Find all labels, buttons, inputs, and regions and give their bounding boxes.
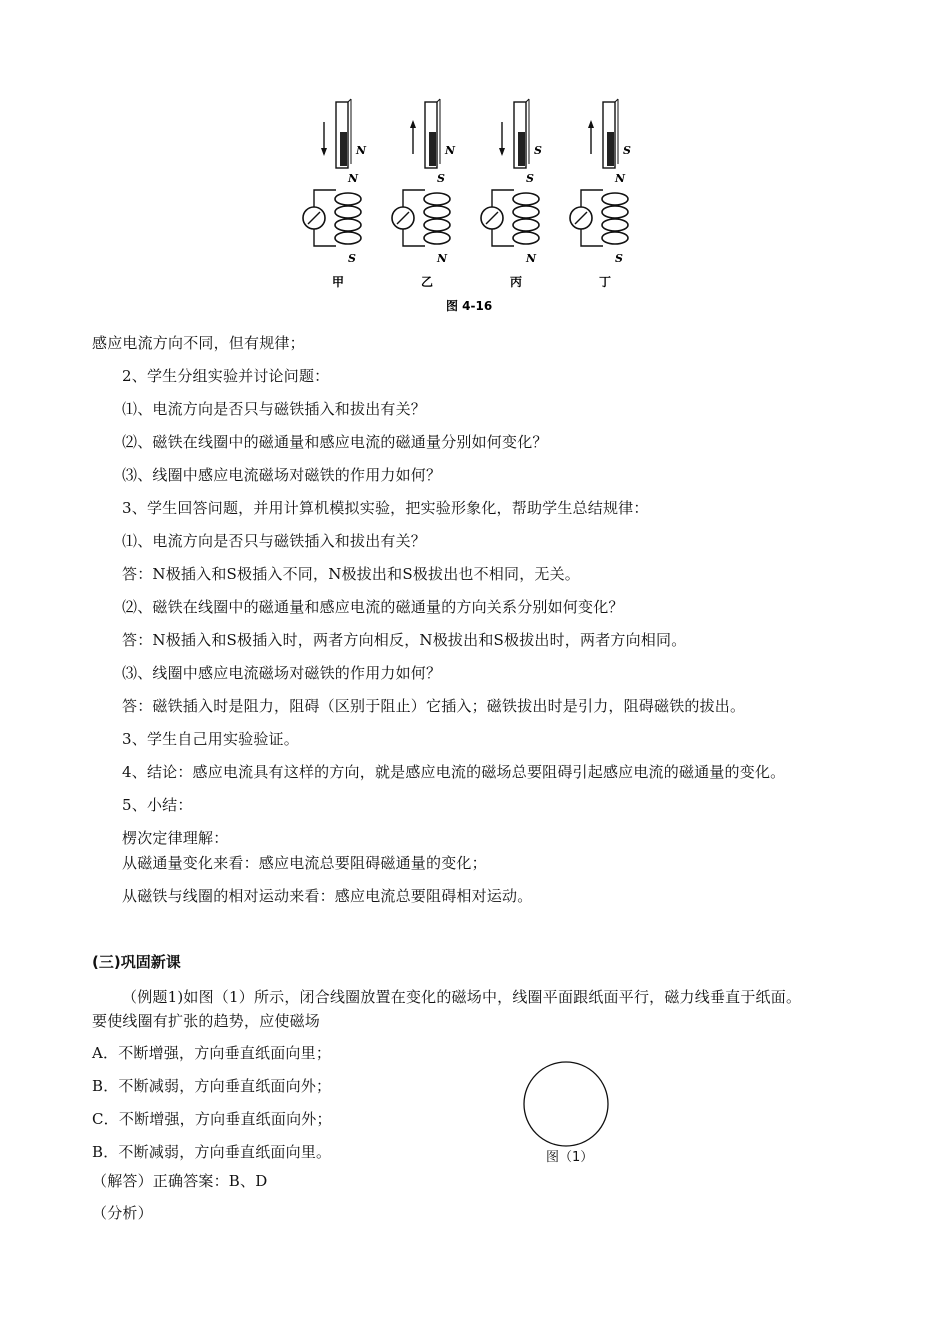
coil-top-pole-label: N (615, 172, 626, 185)
text-line: 2、学生分组实验并讨论问题： (122, 367, 330, 385)
panel-label: 丁 (599, 275, 612, 289)
closed-coil-circle (520, 1058, 616, 1152)
section-title: (三)巩固新课 (92, 953, 181, 971)
coil-loop (602, 232, 628, 244)
coil-loop (424, 232, 450, 244)
coil-loop (513, 193, 539, 205)
arrow-head (588, 120, 594, 128)
coil-top-pole-label: S (526, 172, 534, 185)
coil-loop (602, 206, 628, 218)
coil-loop (424, 219, 450, 231)
figure-caption: 图 4-16 (446, 299, 493, 313)
text-line: 答：磁铁插入时是阻力，阻碍（区别于阻止）它插入；磁铁拔出时是引力，阻碍磁铁的拔出。 (122, 697, 746, 715)
coil-loop (335, 206, 361, 218)
magnet-dark-half (607, 132, 614, 166)
figure-4-16-drawing (296, 96, 642, 318)
coil-loop (335, 193, 361, 205)
example-stem: 要使线圈有扩张的趋势，应使磁场 (92, 1012, 321, 1030)
magnet-pole-label: N (445, 144, 456, 157)
text-line: 从磁铁与线圈的相对运动来看：感应电流总要阻碍相对运动。 (122, 887, 533, 905)
text-line: ⑶、线圈中感应电流磁场对磁铁的作用力如何？ (122, 466, 442, 484)
coil-loop (424, 193, 450, 205)
figure-4-16 (296, 96, 642, 318)
magnet-dark-half (518, 132, 525, 166)
magnet-dark-half (429, 132, 436, 166)
arrow-head (321, 148, 327, 156)
coil-loop (335, 232, 361, 244)
coil-bottom-pole-label: S (615, 252, 623, 265)
magnet-pole-label: S (534, 144, 542, 157)
option-d: B．不断减弱，方向垂直纸面向里。 (92, 1143, 332, 1161)
option-a: A．不断增强，方向垂直纸面向里； (92, 1044, 332, 1062)
panel-label: 甲 (332, 275, 345, 289)
coil-loop (424, 206, 450, 218)
coil-loop (335, 219, 361, 231)
text-line: 4、结论：感应电流具有这样的方向，就是感应电流的磁场总要阻碍引起感应电流的磁通量的变化。 (122, 763, 786, 781)
text-line: 5、小结： (122, 796, 193, 814)
coil-bottom-pole-label: N (437, 252, 448, 265)
coil-bottom-pole-label: S (348, 252, 356, 265)
text-line: ⑴、电流方向是否只与磁铁插入和拔出有关？ (122, 532, 427, 550)
magnet-pole-label: S (623, 144, 631, 157)
text-line: 感应电流方向不同，但有规律； (92, 334, 305, 352)
coil-loop (513, 206, 539, 218)
arrow-head (499, 148, 505, 156)
analysis-text: （分析） (92, 1204, 153, 1222)
coil-top-pole-label: S (437, 172, 445, 185)
panel-label: 乙 (421, 275, 434, 289)
answer-text: （解答）正确答案：B、D (92, 1172, 268, 1190)
option-b: B．不断减弱，方向垂直纸面向外； (92, 1077, 332, 1095)
text-line: 答：N极插入和S极插入不同，N极拔出和S极拔出也不相同，无关。 (122, 565, 581, 583)
coil-loop (513, 219, 539, 231)
coil-top-pole-label: N (348, 172, 359, 185)
panel-label: 丙 (510, 275, 523, 289)
magnet-dark-half (340, 132, 347, 166)
example-stem: （例题1)如图（1）所示，闭合线圈放置在变化的磁场中，线圈平面跟纸面平行，磁力线垂直于纸面。 (122, 988, 802, 1006)
option-c: C．不断增强，方向垂直纸面向外； (92, 1110, 332, 1128)
arrow-head (410, 120, 416, 128)
text-line: ⑵、磁铁在线圈中的磁通量和感应电流的磁通量的方向关系分别如何变化？ (122, 598, 624, 616)
coil-loop (602, 219, 628, 231)
text-line: 答：N极插入和S极插入时，两者方向相反，N极拔出和S极拔出时，两者方向相同。 (122, 631, 687, 649)
coil-loop (513, 232, 539, 244)
coil-bottom-pole-label: N (526, 252, 537, 265)
text-line: 楞次定律理解： (122, 829, 229, 847)
text-line: ⑴、电流方向是否只与磁铁插入和拔出有关？ (122, 400, 427, 418)
magnet-pole-label: N (356, 144, 367, 157)
text-line: 3、学生回答问题，并用计算机模拟实验，把实验形象化，帮助学生总结规律： (122, 499, 649, 517)
coil-loop (602, 193, 628, 205)
text-line: ⑵、磁铁在线圈中的磁通量和感应电流的磁通量分别如何变化？ (122, 433, 548, 451)
text-line: 从磁通量变化来看：感应电流总要阻碍磁通量的变化； (122, 854, 487, 872)
text-line: ⑶、线圈中感应电流磁场对磁铁的作用力如何？ (122, 664, 442, 682)
text-line: 3、学生自己用实验验证。 (122, 730, 299, 748)
figure-1-caption: 图（1） (546, 1150, 594, 1165)
